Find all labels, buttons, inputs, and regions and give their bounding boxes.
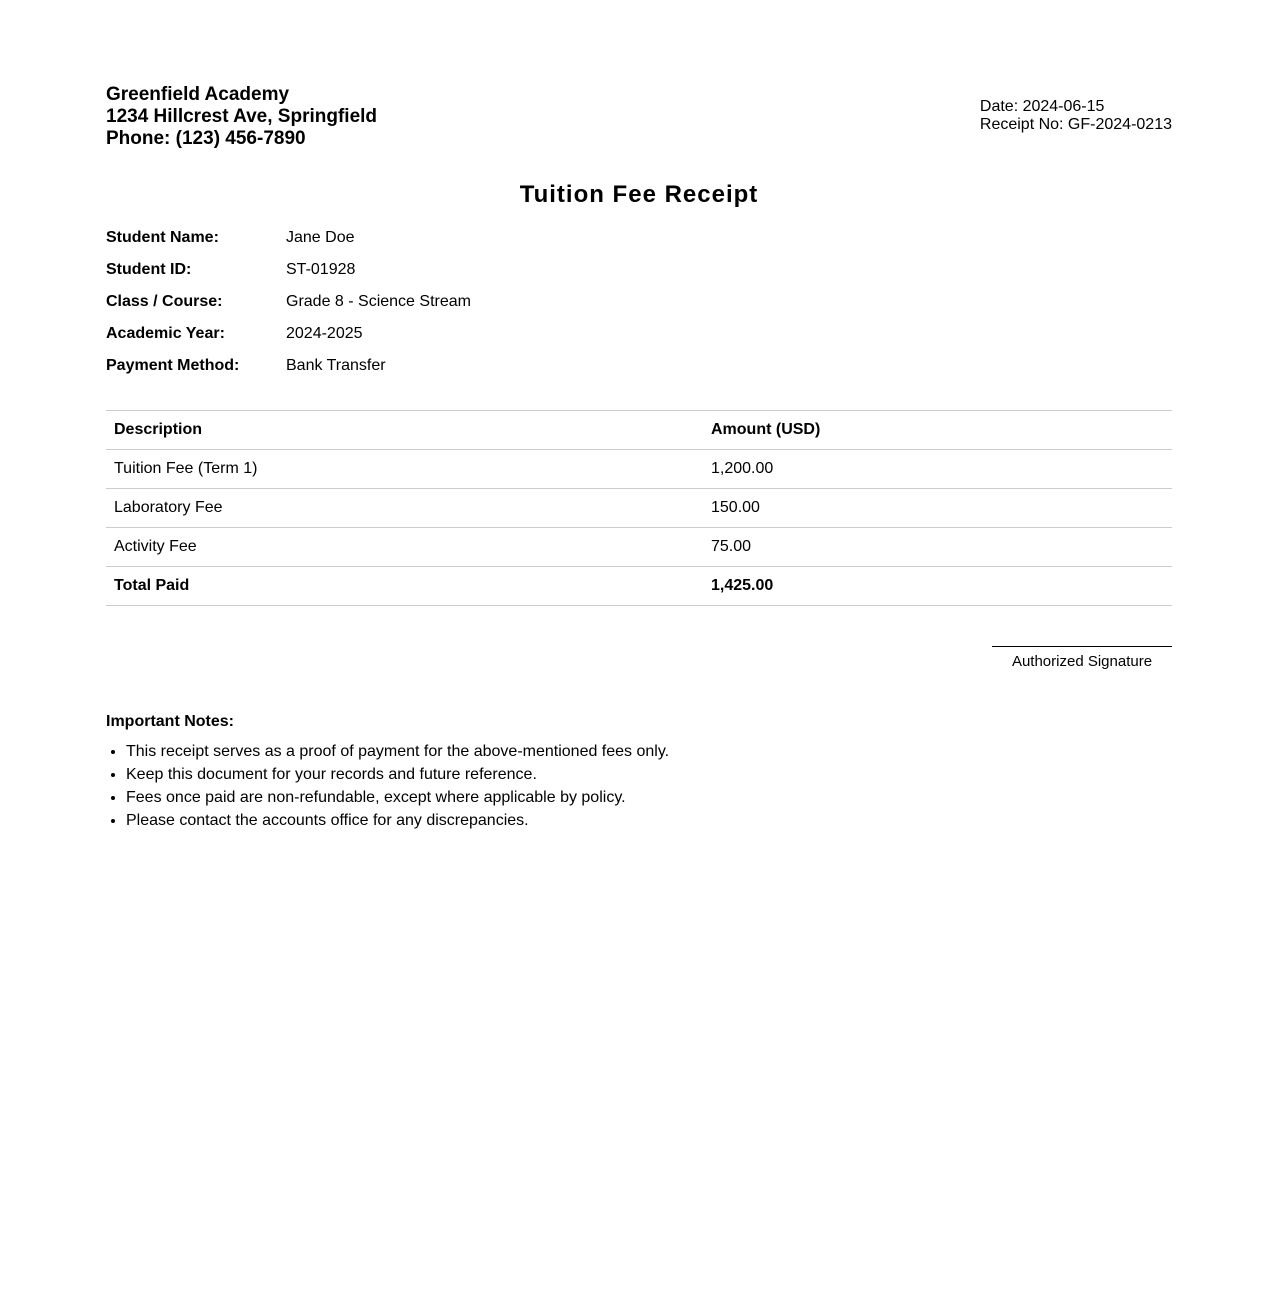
table-total-row <box>106 567 1172 606</box>
column-header-amount: Amount (USD) <box>711 421 821 438</box>
notes-title: Important Notes: <box>106 713 234 730</box>
info-label: Student ID: <box>106 261 192 278</box>
fee-description: Activity Fee <box>114 538 197 555</box>
receipt-page <box>106 84 1172 829</box>
info-row-payment-method <box>106 356 706 388</box>
receipt-meta <box>980 98 1172 134</box>
info-value: 2024-2025 <box>286 325 363 342</box>
table-row <box>106 489 1172 528</box>
info-label: Payment Method: <box>106 357 240 374</box>
info-row-class-course <box>106 292 706 324</box>
info-label: Student Name: <box>106 229 219 246</box>
list-item: • Please contact the accounts office for any discrepancies. <box>126 809 1172 832</box>
info-value: ST-01928 <box>286 261 356 278</box>
info-row-student-id <box>106 260 706 292</box>
fee-amount: 1,200.00 <box>711 460 774 477</box>
total-amount: 1,425.00 <box>711 577 774 594</box>
info-value: Bank Transfer <box>286 357 386 374</box>
info-row-student-name <box>106 228 706 260</box>
school-block <box>106 84 377 150</box>
receipt-header <box>106 84 1172 152</box>
info-value: Grade 8 - Science Stream <box>286 293 471 310</box>
receipt-date: Date: 2024-06-15 <box>979 98 1105 115</box>
authorized-signature: Authorized Signature <box>992 646 1172 670</box>
school-phone: Phone: (123) 456-7890 <box>106 128 306 149</box>
list-item: • This receipt serves as a proof of payment for the above-mentioned fees only. <box>126 740 1172 763</box>
student-info <box>106 228 706 388</box>
total-label: Total Paid <box>114 577 190 594</box>
list-item: • Fees once paid are non-refundable, except where applicable by policy. <box>126 786 1172 809</box>
info-label: Class / Course: <box>106 293 223 310</box>
fee-amount: 150.00 <box>711 499 760 516</box>
fee-description: Laboratory Fee <box>114 499 223 516</box>
column-header-description: Description <box>114 421 203 438</box>
table-header-row <box>106 411 1172 450</box>
page-title: Tuition Fee Receipt <box>519 181 759 208</box>
important-notes <box>106 712 1172 832</box>
school-address: 1234 Hillcrest Ave, Springfield <box>106 106 378 127</box>
receipt-number: Receipt No: GF-2024-0213 <box>979 116 1172 133</box>
fee-table <box>106 410 1172 606</box>
fee-amount: 75.00 <box>711 538 752 555</box>
info-row-academic-year <box>106 324 706 356</box>
info-label: Academic Year: <box>106 325 225 342</box>
school-name: Greenfield Academy <box>106 84 290 105</box>
list-item: • Keep this document for your records and future reference. <box>126 763 1172 786</box>
table-row <box>106 450 1172 489</box>
table-row <box>106 528 1172 567</box>
notes-list <box>106 740 1172 832</box>
fee-description: Tuition Fee (Term 1) <box>114 460 258 477</box>
info-value: Jane Doe <box>286 229 355 246</box>
